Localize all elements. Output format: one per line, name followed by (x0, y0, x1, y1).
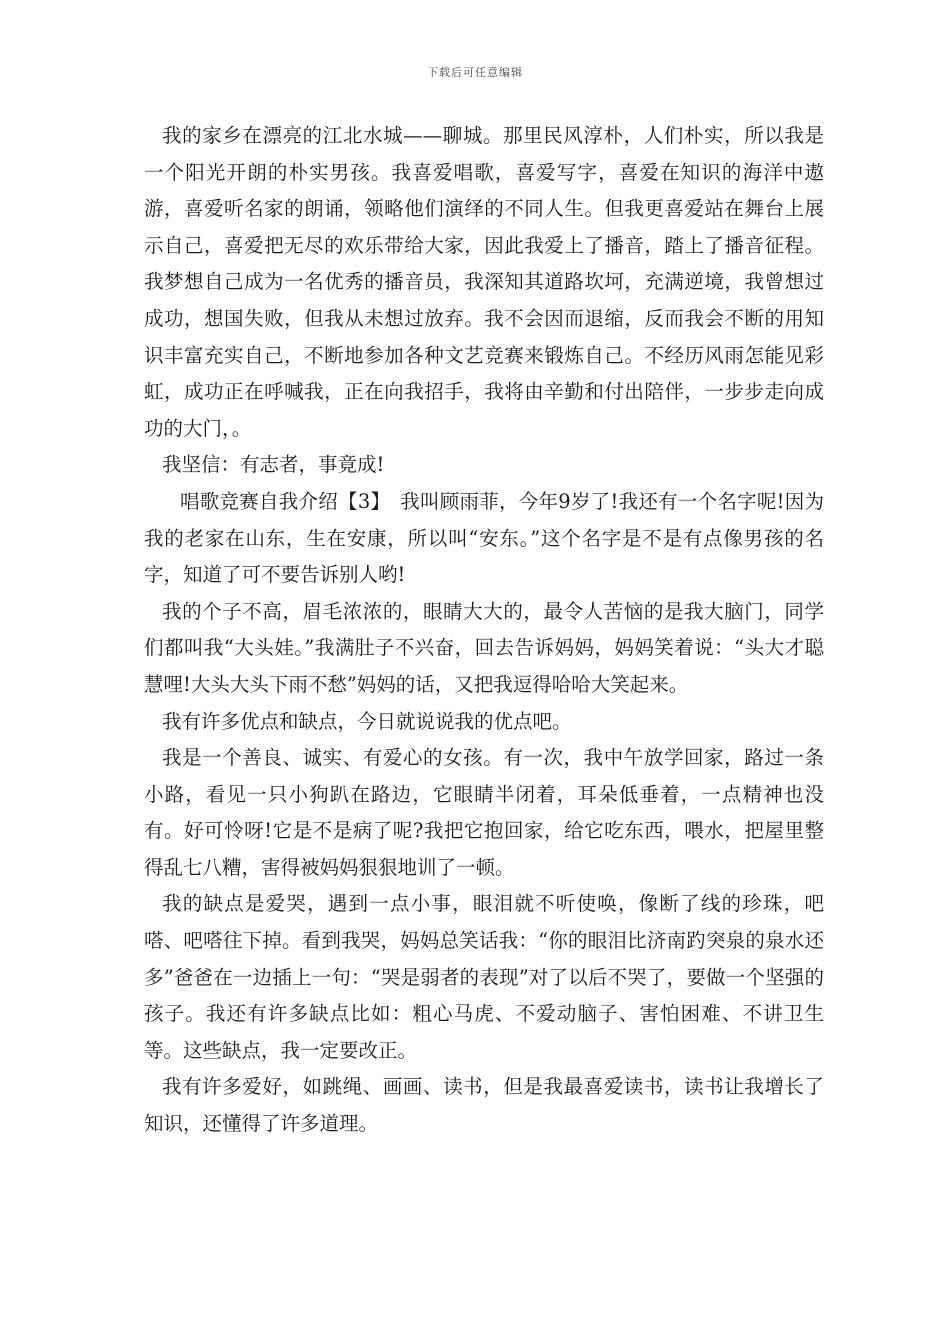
paragraph-hobbies: 我有许多爱好，如跳绳、画画、读书，但是我最喜爱读书，读书让我增长了知识，还懂得了许多道理。 (144, 1075, 824, 1136)
paragraph-belief: 我坚信：有志者，事竟成! (162, 453, 385, 477)
paragraph-strengths-weaknesses: 我有许多优点和缺点，今日就说说我的优点吧。 (162, 709, 572, 733)
paragraph-intro-section-3: 唱歌竞赛自我介绍【3】 我叫顾雨菲，今年9岁了!我还有一个名字呢!因为我的老家在山东，生在安康，所以叫“安东。”这个名字是不是有点像男孩的名字，知道了可不要告诉别人哟! (144, 489, 824, 587)
paragraph-hometown: 我的家乡在漂亮的江北水城——聊城。那里民风淳朴，人们朴实，所以我是一个阳光开朗的朴实男孩。我喜爱唱歌，喜爱写字，喜爱在知识的海洋中遨游，喜爱听名家的朗诵，领略他们演绎的不同人生。但我更喜爱站在舞台上展示自己，喜爱把无尽的欢乐带给大家，因此我爱上了播音，踏上了播音征程。我梦想自己成为一名优秀的播音员，我深知其道路坎坷，充满逆境，我曾想过成功，想国失败，但我从未想过放弃。我不会因而退缩，反而我会不断的用知识丰富充实自己，不断地参加各种文艺竞赛来锻炼自己。不经历风雨怎能见彩虹，成功正在呼喊我，正在向我招手，我将由辛勤和付出陪伴，一步步走向成功的大门，。 (144, 124, 824, 440)
page-header-note: 下载后可任意编辑 (427, 66, 523, 79)
document-body (144, 118, 824, 1143)
paragraph-kindness-story: 我是一个善良、诚实、有爱心的女孩。有一次，我中午放学回家，路过一条小路，看见一只小狗趴在路边，它眼睛半闭着，耳朵低垂着，一点精神也没有。好可怜呀!它是不是病了呢?我把它抱回家，给它吃东西，喂水，把屋里整得乱七八糟，害得被妈妈狠狠地训了一顿。 (144, 746, 824, 879)
paragraph-appearance: 我的个子不高，眉毛浓浓的，眼睛大大的，最令人苦恼的是我大脑门，同学们都叫我“大头娃。”我满肚子不兴奋，回去告诉妈妈，妈妈笑着说：“头大才聪慧哩!大头大头下雨不愁”妈妈的话，又把我逗得哈哈大笑起来。 (144, 599, 824, 696)
paragraph-crying-weakness: 我的缺点是爱哭，遇到一点小事，眼泪就不听使唤，像断了线的珍珠，吧嗒、吧嗒往下掉。看到我哭，妈妈总笑话我：“你的眼泪比济南趵突泉的泉水还多”爸爸在一边插上一句：“哭是弱者的表现”对了以后不哭了，要做一个坚强的孩子。我还有许多缺点比如：粗心马虎、不爱动脑子、害怕困难、不讲卫生等。这些缺点，我一定要改正。 (144, 892, 824, 1062)
